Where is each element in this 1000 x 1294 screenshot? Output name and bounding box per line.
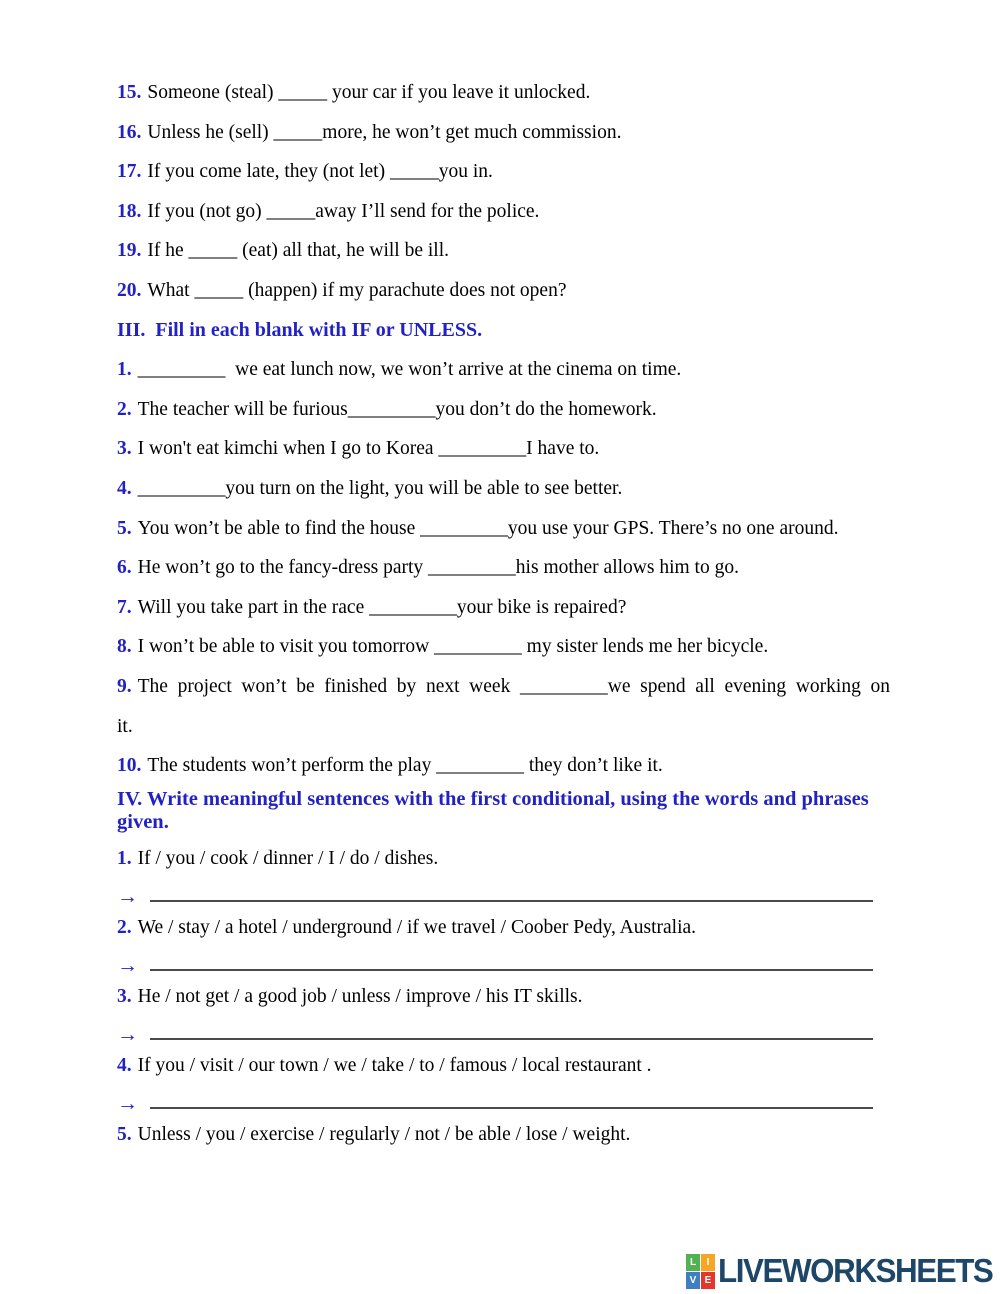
exercise-item-iii-10 <box>117 746 890 786</box>
item-text: If you / visit / our town / we / take / to / famous / local restaurant . <box>137 1054 652 1076</box>
logo-tile-v: V <box>686 1272 700 1289</box>
exercise-item-iv-5 <box>117 1118 890 1153</box>
item-text: Someone (steal) _____ your car if you leave it unlocked. <box>147 82 591 103</box>
item-text: Will you take part in the race _________your bike is repaired? <box>137 596 627 618</box>
item-number: 8. <box>117 636 132 658</box>
worksheet-page <box>117 73 890 1152</box>
exercise-item-iii-9 <box>117 667 890 746</box>
item-number: 4. <box>117 477 132 499</box>
item-number: 10. <box>117 755 142 777</box>
item-text: The teacher will be furious_________you don’t do the homework. <box>137 398 657 420</box>
arrow-icon: → <box>117 1021 138 1046</box>
item-text: If he _____ (eat) all that, he will be ill. <box>147 240 449 262</box>
item-text: We / stay / a hotel / underground / if we travel / Coober Pedy, Australia. <box>137 916 697 938</box>
exercise-item-iv-3 <box>117 980 890 1015</box>
answer-line[interactable] <box>150 900 873 902</box>
item-text: The students won’t perform the play _________ they don’t like it. <box>147 755 663 777</box>
exercise-item-iii-8 <box>117 627 890 667</box>
item-number: 1. <box>117 847 132 869</box>
answer-line[interactable] <box>150 1107 873 1109</box>
arrow-icon: → <box>117 952 138 977</box>
exercise-item-iii-5 <box>117 509 890 549</box>
exercise-item-iii-1 <box>117 350 890 390</box>
item-number: 1. <box>117 359 132 381</box>
item-number: 4. <box>117 1054 132 1076</box>
exercise-item-iii-3 <box>117 429 890 469</box>
exercise-item-iii-7 <box>117 588 890 628</box>
item-text: Unless he (sell) _____more, he won’t get much commission. <box>147 121 622 143</box>
item-text: If you (not go) _____away I’ll send for the police. <box>147 200 540 222</box>
arrow-icon: → <box>117 883 138 908</box>
item-number: 20. <box>117 279 142 301</box>
exercise-item-17 <box>117 152 890 192</box>
answer-row <box>117 945 890 980</box>
item-number: 19. <box>117 240 142 262</box>
item-text: He won’t go to the fancy-dress party _________his mother allows him to go. <box>137 557 739 579</box>
logo-tile-e: E <box>701 1272 715 1289</box>
item-number: 18. <box>117 200 142 222</box>
item-text: You won’t be able to find the house _________you use your GPS. There’s no one around. <box>137 517 839 539</box>
exercise-item-iii-4 <box>117 469 890 509</box>
item-number: 5. <box>117 517 132 539</box>
item-number: 3. <box>117 985 132 1007</box>
item-text: I won't eat kimchi when I go to Korea _________I have to. <box>137 438 600 460</box>
liveworksheets-logo[interactable] <box>686 1253 1000 1289</box>
arrow-icon: → <box>117 1090 138 1115</box>
exercise-item-iii-6 <box>117 548 890 588</box>
section-iii-heading: III. Fill in each blank with IF or UNLESS. <box>117 318 483 341</box>
exercise-item-16 <box>117 113 890 153</box>
section-iv-heading: IV. Write meaningful sentences with the first conditional, using the words and phrases given. <box>117 787 869 834</box>
exercise-item-19 <box>117 231 890 271</box>
item-number: 6. <box>117 557 132 579</box>
answer-row <box>117 1083 890 1118</box>
answer-row <box>117 1014 890 1049</box>
exercise-item-iv-4 <box>117 1049 890 1084</box>
item-text: If you come late, they (not let) _____you in. <box>147 161 493 183</box>
item-text: He / not get / a good job / unless / improve / his IT skills. <box>137 985 583 1007</box>
item-number: 3. <box>117 438 132 460</box>
item-number: 2. <box>117 398 132 420</box>
answer-row <box>117 876 890 911</box>
item-number: 2. <box>117 916 132 938</box>
logo-tile-i: I <box>701 1254 715 1271</box>
item-text: The project won’t be finished by next week _________we spend all evening working on it. <box>117 675 890 737</box>
answer-line[interactable] <box>150 969 873 971</box>
answer-line[interactable] <box>150 1038 873 1040</box>
item-number: 5. <box>117 1123 132 1145</box>
exercise-item-iii-2 <box>117 390 890 430</box>
item-number: 7. <box>117 596 132 618</box>
logo-text: LIVEWORKSHEETS <box>718 1252 993 1289</box>
item-text: I won’t be able to visit you tomorrow _________ my sister lends me her bicycle. <box>137 636 769 658</box>
exercise-item-15 <box>117 73 890 113</box>
item-text: What _____ (happen) if my parachute does not open? <box>147 279 567 301</box>
item-text: Unless / you / exercise / regularly / not / be able / lose / weight. <box>137 1123 631 1145</box>
exercise-item-iv-1 <box>117 842 890 877</box>
liveworksheets-icon <box>686 1254 715 1289</box>
logo-tile-l: L <box>686 1254 700 1271</box>
exercise-item-iv-2 <box>117 911 890 946</box>
item-text: _________ we eat lunch now, we won’t arrive at the cinema on time. <box>137 359 682 381</box>
item-number: 9. <box>117 675 132 697</box>
item-number: 15. <box>117 82 142 103</box>
item-text: _________you turn on the light, you will be able to see better. <box>137 477 623 499</box>
item-number: 16. <box>117 121 142 143</box>
item-number: 17. <box>117 161 142 183</box>
exercise-item-20 <box>117 271 890 311</box>
item-text: If / you / cook / dinner / I / do / dishes. <box>137 847 439 869</box>
exercise-item-18 <box>117 192 890 232</box>
